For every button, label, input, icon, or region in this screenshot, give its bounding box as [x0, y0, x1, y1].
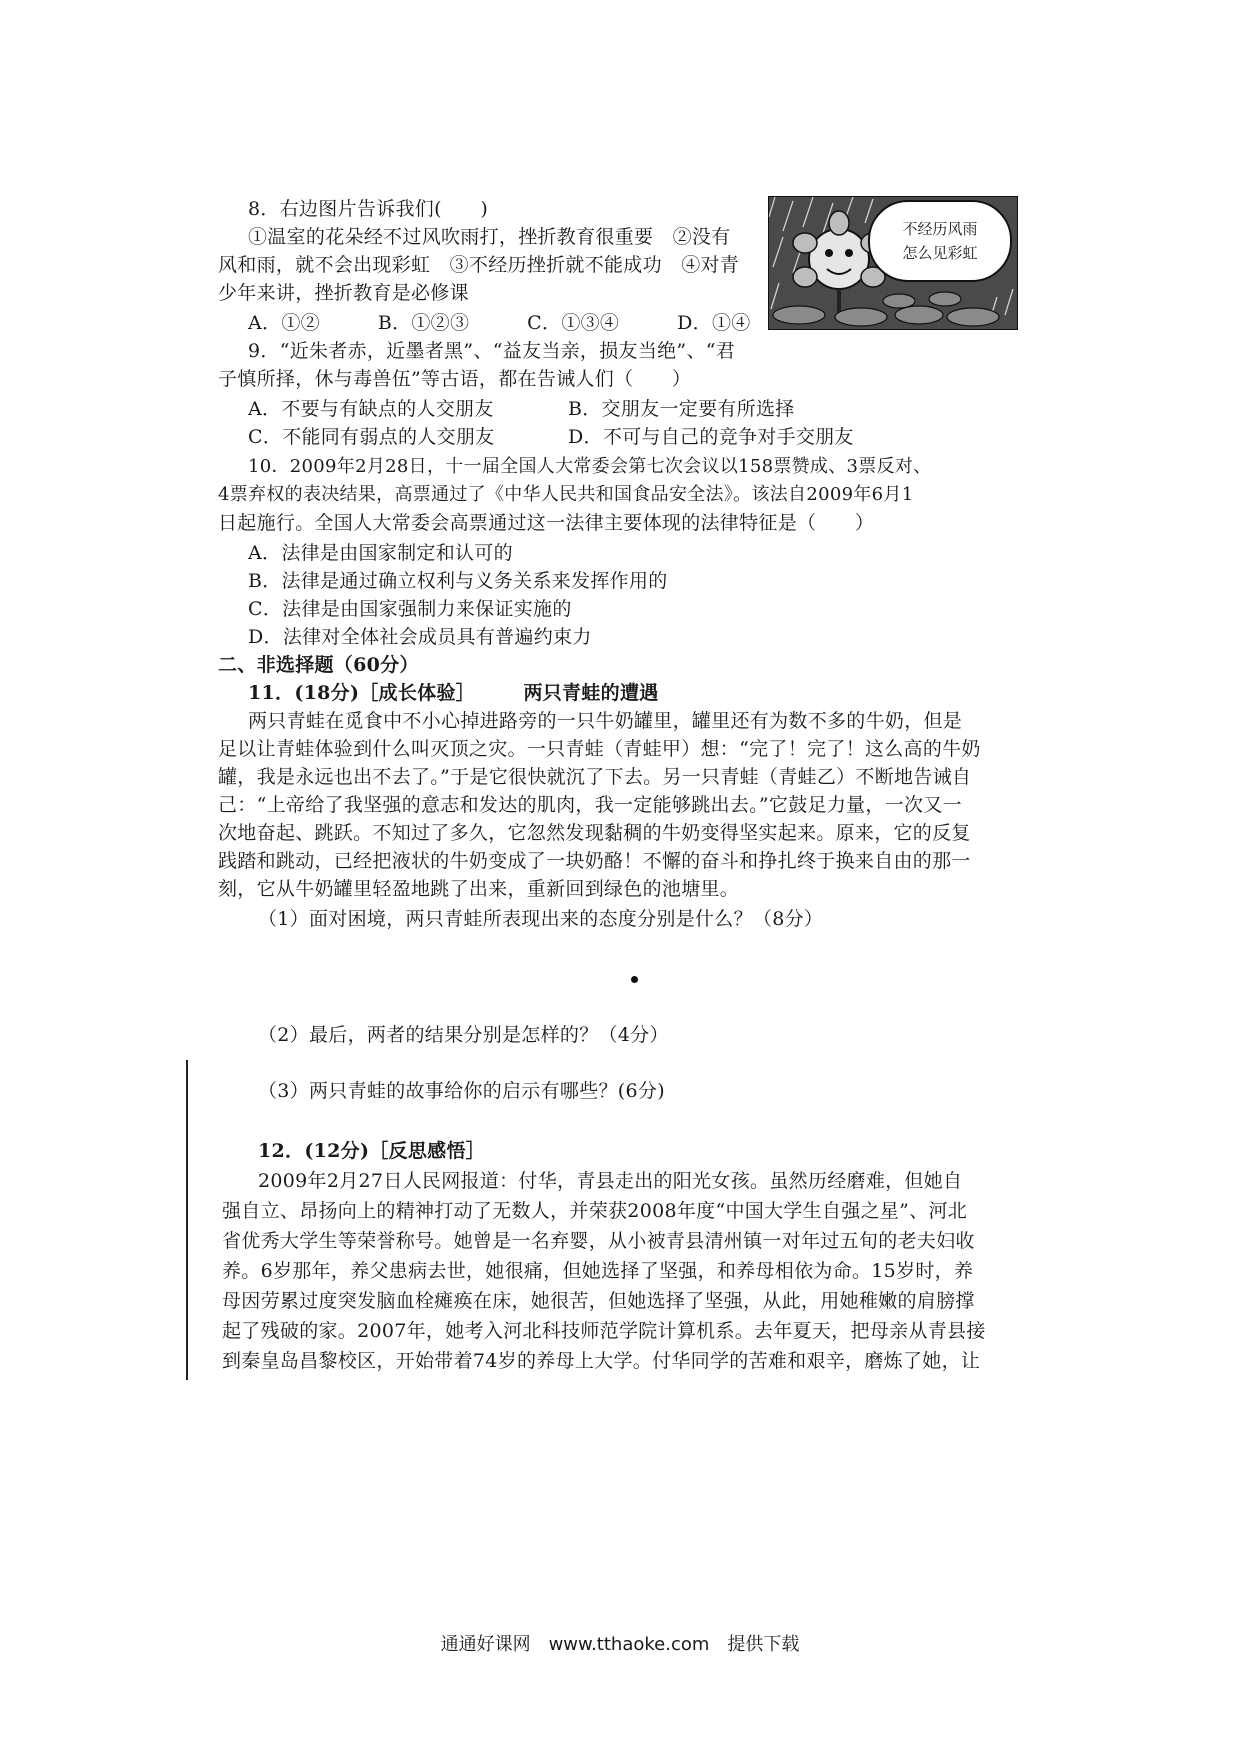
q12-para-line5: 母因劳累过度突发脑血栓瘫痪在床，她很苦，但她选择了坚强，从此，用她稚嫩的肩膀撑: [222, 1290, 975, 1312]
q12-para-line2: 强自立、昂扬向上的精神打动了无数人，并荣获2008年度“中国大学生自强之星”、河北: [222, 1200, 968, 1222]
section-heading: 二、非选择题（60分）: [218, 654, 419, 676]
stray-dot: [631, 976, 638, 983]
q9-line2: 子慎所择，休与毒兽伍”等古语，都在告诫人们（ ）: [218, 368, 692, 390]
q10-option-b: B．法律是通过确立权利与义务关系来发挥作用的: [248, 570, 668, 592]
q9-option-a: A．不要与有缺点的人交朋友: [248, 398, 494, 420]
q9-option-c: C．不能同有弱点的人交朋友: [248, 426, 495, 448]
q11-sub2: （2）最后，两者的结果分别是怎样的？（4分）: [258, 1024, 669, 1046]
q12-para-line6: 起了残破的家。2007年，她考入河北科技师范学院计算机系。去年夏天，把母亲从青县接: [222, 1320, 986, 1342]
q8-line1: ①温室的花朵经不过风吹雨打，挫折教育很重要 ②没有: [248, 226, 731, 248]
q8-options: A．①② B．①②③ C．①③④ D．①④: [248, 312, 751, 334]
q11-sub1: （1）面对困境，两只青蛙所表现出来的态度分别是什么？（8分）: [258, 908, 824, 930]
q11-para-line3: 罐，我是永远也出不去了。”于是它很快就沉了下去。另一只青蛙（青蛙乙）不断地告诫自: [218, 766, 972, 788]
cartoon-text-2: 怎么见彩虹: [902, 244, 978, 262]
q9-line1: 9．“近朱者赤，近墨者黑”、“益友当亲，损友当绝”、“君: [248, 340, 736, 362]
q12-para-line1: 2009年2月27日人民网报道：付华，青县走出的阳光女孩。虽然历经磨难，但她自: [258, 1170, 963, 1192]
q12-heading: 12．(12分)［反思感悟］: [258, 1140, 486, 1162]
q11-para-line5: 次地奋起、跳跃。不知过了多久，它忽然发现黏稠的牛奶变得坚实起来。原来，它的反复: [218, 822, 971, 844]
q12-para-line7: 到秦皇岛昌黎校区，开始带着74岁的养母上大学。付华同学的苦难和艰辛，磨炼了她，让: [222, 1350, 981, 1372]
cartoon-text-1: 不经历风雨: [902, 220, 978, 238]
q10-line3: 日起施行。全国人大常委会高票通过这一法律主要体现的法律特征是（ ）: [218, 512, 875, 534]
q10-line1: 10．2009年2月28日，十一届全国人大常委会第七次会议以158票赞成、3票反对、: [248, 456, 932, 477]
q8-stem: 8．右边图片告诉我们( ): [248, 198, 489, 220]
q12-para-line3: 省优秀大学生等荣誉称号。她曾是一名弃婴，从小被青县清州镇一对年过五旬的老夫妇收: [222, 1230, 975, 1252]
q11-para-line4: 己：“上帝给了我坚强的意志和发达的肌肉，我一定能够跳出去。”它鼓足力量，一次又一: [218, 794, 962, 816]
footer-credit: 通通好课网 www.tthaoke.com 提供下载: [440, 1634, 800, 1655]
q9-option-b: B．交朋友一定要有所选择: [568, 398, 795, 420]
q11-sub3: （3）两只青蛙的故事给你的启示有哪些？(6分): [258, 1080, 665, 1102]
q8-line2: 风和雨，就不会出现彩虹 ③不经历挫折就不能成功 ④对青: [218, 254, 740, 276]
q11-para-line2: 足以让青蛙体验到什么叫灭顶之灾。一只青蛙（青蛙甲）想：“完了！完了！这么高的牛奶: [218, 738, 981, 760]
q10-line2: 4票弃权的表决结果，高票通过了《中华人民共和国食品安全法》。该法自2009年6月1: [218, 484, 914, 505]
scan-edge-line: [186, 1060, 188, 1380]
q12-para-line4: 养。6岁那年，养父患病去世，她很痛，但她选择了坚强，和养母相依为命。15岁时，养: [222, 1260, 974, 1282]
q9-option-d: D．不可与自己的竞争对手交朋友: [568, 426, 854, 448]
q11-para-line1: 两只青蛙在觅食中不小心掉进路旁的一只牛奶罐里，罐里还有为数不多的牛奶，但是: [248, 710, 963, 732]
q8-line3: 少年来讲，挫折教育是必修课: [218, 282, 469, 304]
q11-para-line7: 刻，它从牛奶罐里轻盈地跳了出来，重新回到绿色的池塘里。: [218, 878, 740, 900]
q10-option-c: C．法律是由国家强制力来保证实施的: [248, 598, 572, 620]
q10-option-d: D．法律对全体社会成员具有普遍约束力: [248, 626, 592, 648]
q10-option-a: A．法律是由国家制定和认可的: [248, 542, 513, 564]
speech-bubble: [868, 200, 1012, 282]
q11-heading: 11．(18分)［成长体验］ 两只青蛙的遭遇: [248, 682, 659, 704]
q11-para-line6: 践踏和跳动，已经把液状的牛奶变成了一块奶酪！不懈的奋斗和挣扎终于换来自由的那一: [218, 850, 971, 872]
